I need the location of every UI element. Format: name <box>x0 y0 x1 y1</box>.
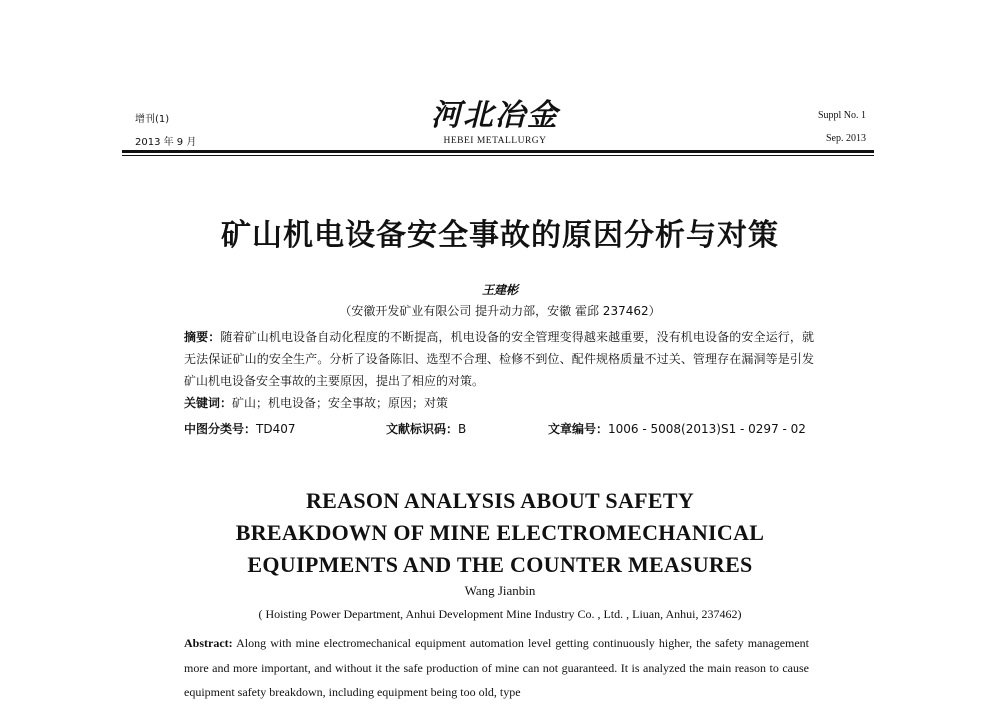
header-rule-thin <box>122 155 874 156</box>
abstract-label-en: Abstract: <box>184 636 233 650</box>
author-en: Wang Jianbin <box>464 583 536 598</box>
affiliation-en: ( Hoisting Power Department, Anhui Development Mine Industry Co. , Ltd. , Liuan, Anhui, 237462) <box>258 607 742 621</box>
abstract-cn <box>184 326 814 414</box>
abstract-text-en: Along with mine electromechanical equipment automation level getting continuously higher, the safety management more and more important, and without it the safe production of mine can not guaranteed. It is analyzed the main reason to cause equipment safety breakdown, including equipment being too old, type <box>184 636 810 699</box>
paper-title-cn: 矿山机电设备安全事故的原因分析与对策 <box>221 218 779 253</box>
paper-title-en-line-1: REASON ANALYSIS ABOUT SAFETY <box>305 488 695 513</box>
affiliation-cn: （安徽开发矿业有限公司 提升动力部，安徽 霍邱 237462） <box>339 304 661 318</box>
paper-title-en-line-3: EQUIPMENTS AND THE COUNTER MEASURES <box>247 552 753 577</box>
author-cn: 王建彬 <box>481 283 518 297</box>
date-en: Sep. 2013 <box>826 133 866 144</box>
issue-label-cn: 增刊(1) <box>135 114 170 125</box>
abstract-label-cn: 摘要： <box>184 330 221 344</box>
doc-code-label: 文献标识码： <box>386 422 459 436</box>
abstract-en <box>184 631 809 705</box>
journal-name-en: HEBEI METALLURGY <box>443 136 547 146</box>
suppl-label-en: Suppl No. 1 <box>817 110 866 121</box>
paper-title-en-line-2: BREAKDOWN OF MINE ELECTROMECHANICAL <box>235 520 765 545</box>
article-no-value: 1006 - 5008(2013)S1 - 0297 - 02 <box>608 422 806 436</box>
journal-logo-cn: 河北冶金 <box>431 98 559 133</box>
keywords-cn: 矿山；机电设备；安全事故；原因；对策 <box>232 396 449 410</box>
document-code <box>386 420 466 437</box>
clc-number <box>184 420 296 437</box>
clc-value: TD407 <box>256 422 296 436</box>
article-number <box>548 420 806 437</box>
abstract-text-cn: 随着矿山机电设备自动化程度的不断提高，机电设备的安全管理变得越来越重要，没有机电设备的安全运行，就无法保证矿山的安全生产。分析了设备陈旧、选型不合理、检修不到位、配件规格质量不过关、管理存在漏洞等是引发矿山机电设备安全事故的主要原因，提出了相应的对策。 <box>184 330 814 388</box>
doc-code-value: B <box>458 422 467 436</box>
header-rule-thick <box>122 150 874 153</box>
keywords-label-cn: 关键词： <box>184 396 233 410</box>
date-cn: 2013 年 9 月 <box>135 137 197 148</box>
clc-label: 中图分类号： <box>184 422 257 436</box>
article-no-label: 文章编号： <box>548 422 609 436</box>
